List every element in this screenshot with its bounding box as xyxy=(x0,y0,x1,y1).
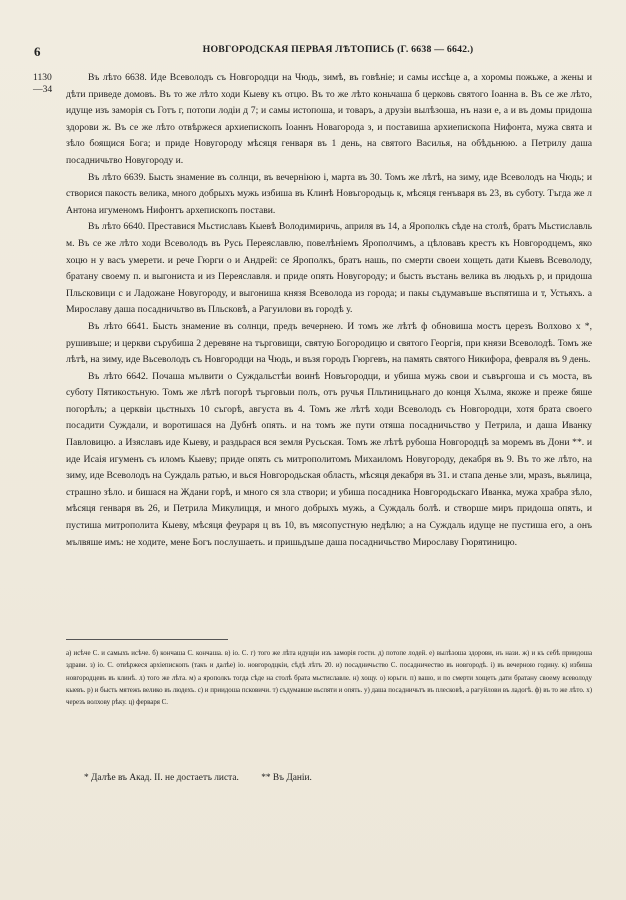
entry-6641: Въ лѣто 6641. Бысть знамение въ солнци, предъ вечернею. И томъ же лѣтѣ ф обновиша мостъ церезъ Волхово х *, рушивъше; и церкви сърубиша 2 деревяне на търговищи, святую Богородицю и святого Георгія, при князи Всеволодѣ. Томъ же лѣтѣ, на зиму, иде Вьсеволодъ съ Новгородци на Чюдь, и възя городъ Гюргевъ, на память святого Никифора, февраля въ 9 день. xyxy=(66,320,592,366)
editor-note-2: ** Въ Даніи. xyxy=(261,773,312,783)
entry-6639: Въ лѣто 6639. Бысть знамение въ солнци, въ вечерніюю і, марта въ 30. Томъ же лѣтѣ, на зиму, иде Всеволодъ на Чюдь; и створися пакость велика, много добрыхъ мужь избиша въ Клинѣ Новъгородьць к, мѣсяця генъваря въ 23, въ суботу. Тъгда же л Антона игуменомъ Нифонтъ архепископъ постави. xyxy=(66,171,592,216)
editor-note-1: * Далѣе въ Акад. II. не достаетъ листа. xyxy=(84,773,239,783)
page-number: 6 xyxy=(34,44,41,59)
page-header xyxy=(0,44,626,60)
variant-footnotes xyxy=(66,648,592,709)
margin-year-range xyxy=(33,72,52,96)
entry-6640: Въ лѣто 6640. Преставися Мьстиславъ Кыевѣ Володимиричь, априля въ 14, а Ярополкъ сѣде на столѣ, братъ Мьстиславль м. Въ се же лѣто ходи Всеволодъ въ Русь Переяславлю, повелѣніемъ Ярополчимъ, а цѣловавъ крестъ къ Новгородцемъ, яко хоцю н у васъ умерети. и рече Гюрги о и Андрей: се Ярополкъ, братъ нашь, по смерти своеи хощеть дати Кыевъ Всеволоду, братану своему п. и выгониста и из Переяславля. и приде опять Новугороду; и бысть въстань велика въ людьхъ р, и придоша Пльсковици с и Ладожане Новугороду, и выгониша князя Всеволода из города; и пакы съдумавъше въспятиша и т, Устьяхъ. а Мирославу даша посадничьтво въ Пльсковѣ, а Рагуилови въ городѣ у. xyxy=(66,221,592,316)
margin-year-start: 1130 xyxy=(33,72,52,83)
running-title: НОВГОРОДСКАЯ ПЕРВАЯ ЛѢТОПИСЬ (Г. 6638 — 6642.) xyxy=(202,44,474,55)
entry-6642: Въ лѣто 6642. Почаша мълвити о Суждальстѣи воинѣ Новъгородци, и убиша мужь свои и съвъргоша и съ моста, въ суботу Пятикостьную. Томъ же лѣтѣ погорѣ търговыи полъ, отъ ручья Пльтиницьнаго до конця Хълма, якоже и преже бяше погорѣлъ; а церквіи цьстныхъ 10 съгорѣ, августа въ 4. Томъ же лѣтѣ ходи Всеволодъ съ Новгородци, хотя брата своего посадити Суждали, и воротишася на Дубнѣ опять. и на томъ же пути отяша посадничьство у Петрила, и даша Иванку Павловицю. а Изяславъ иде Кыеву, и раздьрася вся земля Русьская. Томъ же лѣтѣ рубоша Новгородцѣ за моремъ въ Дони **. и иде Исаія игуменъ съ иломъ Кыеву; приде опять съ митрополитомъ Михаиломъ Новугороду, декабря въ 9. Въ то же лѣто, на зиму, иде Всеволодъ на Суждаль ратью, и вься Новгородьская область, мѣсяця декабря въ 31. и стапа денье зли, мразъ, вьялица, страшно зѣло. и бишася на Ждани горѣ, и много ся зла створи; и убиша посадника Новгородьскаго Иванка, мужа храбра зѣло, мѣсяця генваря въ 26, и Петрила Микулицця, и много добрыхъ мужь, а Суждаль болѣ. и створше миръ придоша опять, и пустиша митрополита Кыеву, мѣсяця феураря ц въ 10, въ мясопустную недѣлю; а на Суждаль идуще не пустиша его, а онъ мълвяше имъ: не ходите, мене Богъ послушаеть. и пришьдъше даша посадничьство Мирославу Гюрятиницю. xyxy=(66,370,592,548)
entry-6638: Въ лѣто 6638. Иде Всеволодъ съ Новгородци на Чюдь, зимѣ, въ говѣніе; и самы иссѣце а, а хоромы пожьже, а жены и дѣти приведе домовъ. Въ то же лѣто ходи Кыеву къ отцю. Въ то же лѣто коньчаша б церковь святого Іоанна в. Въ се же лѣто, идуще изъ заморія съ Готъ г, потопи лодіи д 7; и самы истопоша, и товаръ, а друзіи вылѣзоша, нъ нази е, а и въ домы придоша здорови ж. Въ се же лѣто отвѣржеся архиепископъ Іоаннъ Новагорода з, и поставиша архиепископа Нифонта, мужа свята и зѣло боящися Бога; и приде Новугороду мѣсяця генваря въ 1 день, на святого Василья, на обѣдьнюю. а Петрилу даша посадничьтво Новугороду и. xyxy=(66,72,592,166)
footnote-divider xyxy=(66,639,228,640)
editor-notes xyxy=(84,772,594,784)
footnote-block: а) исѣче С. и самыхъ исѣче. б) кончаша С. кончаша. в) іо. С. г) того же лѣта идущіи изъ заморія гости. д) потопе лодей. е) вылѣзоша здорови, нъ нази. ж) и къ себѣ приидоша здрави. з) іо. С. отвѣржеся архіепископъ (такъ и далѣе) іо. новгородцкіи, сѣдѣ лѣтъ 20. и) посадничьство С. посадничество въ новгородѣ. і) въ вечерною годину. к) избиша новгородцевъ въ клинѣ. л) того же лѣта. м) а ярополкъ тогда сѣде на столѣ брата мьстиславле. н) хощу. о) юрьги. п) вашо, и по смерти хощеть дати братану своему всеволоду кыевъ. р) и бысть мятежъ велико въ людехъ. с) и приидоша псковичи. т) съдумавше вьспяти и опять. у) даша посадничьтъ въ плесковѣ, а рагуйлови въ ладогѣ. ф) въ то же лѣто. х) черезъ волхову рѣку. ц) ферваря С. xyxy=(66,650,592,707)
margin-year-end: —34 xyxy=(33,84,53,95)
chronicle-text xyxy=(66,70,592,551)
